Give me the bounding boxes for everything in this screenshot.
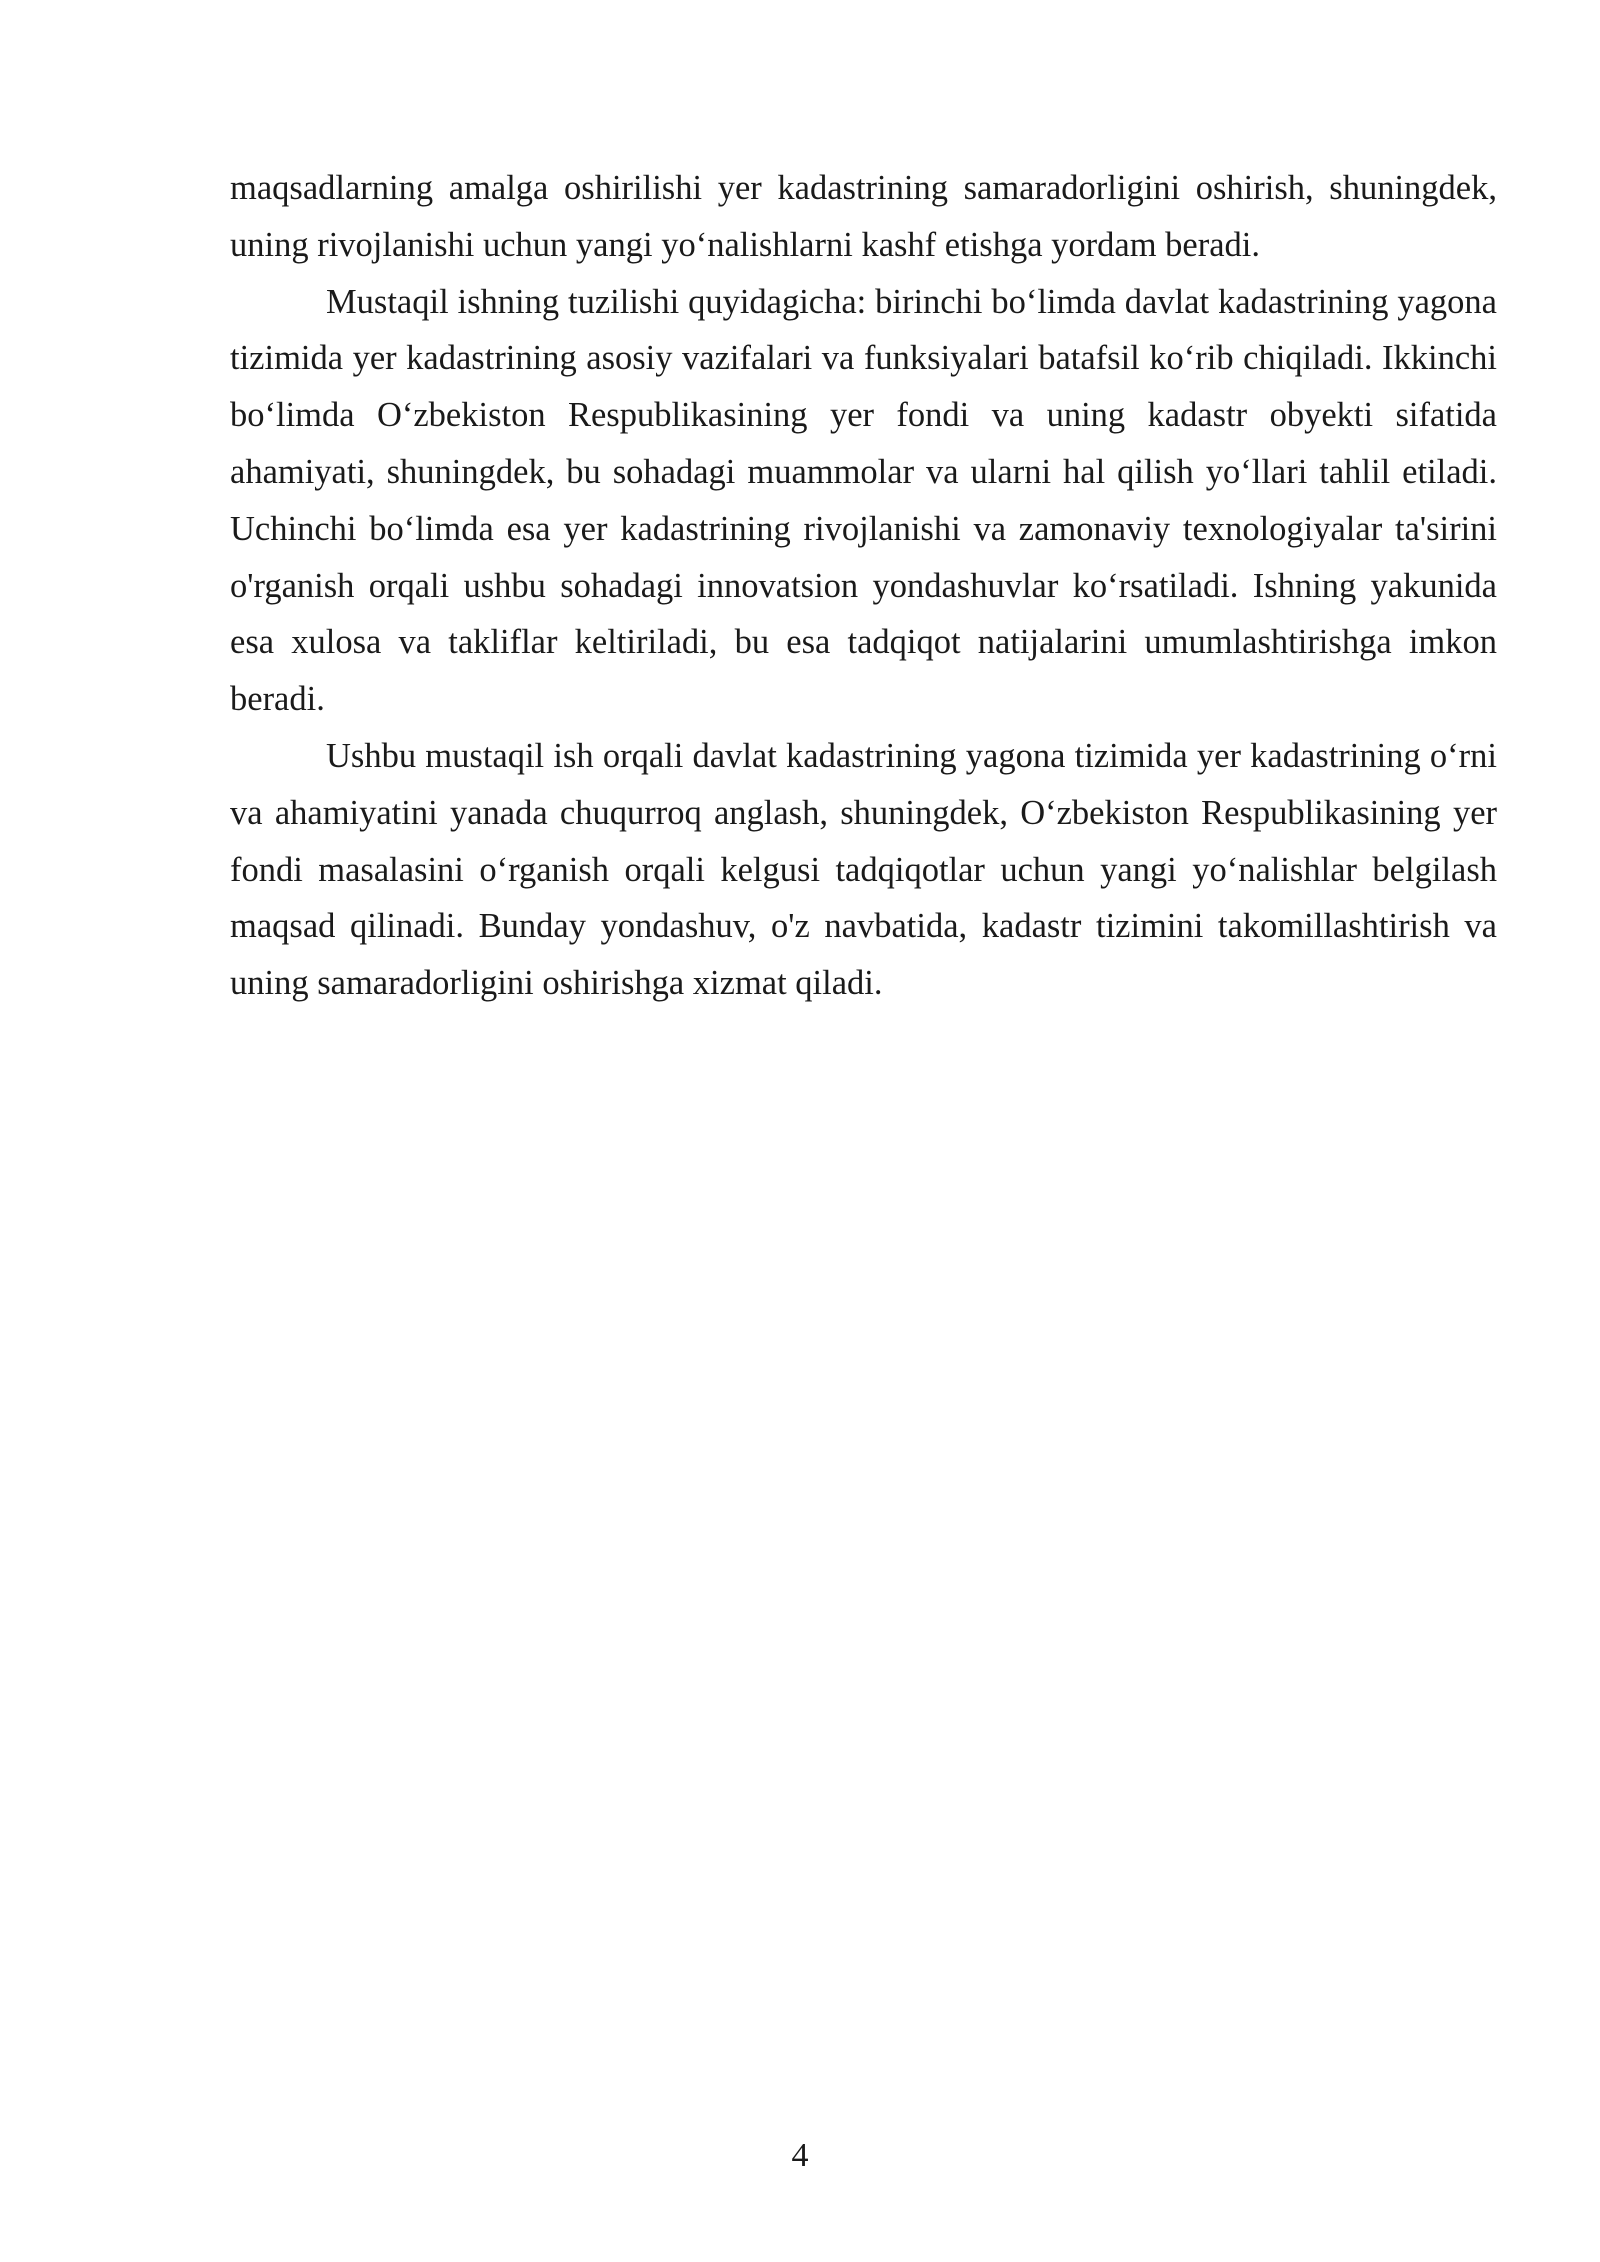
paragraph-structure: Mustaqil ishning tuzilishi quyidagicha: birinchi bo‘limda davlat kadastrining yagona tizimida yer kadastrining asosiy vazifalari va funksiyalari batafsil ko‘rib chiqiladi. Ikkinchi bo‘limda O‘zbekiston Respublikasining yer fondi va uning kadastr obyekti sifatida ahamiyati, shuningdek, bu sohadagi muammolar va ularni hal qilish yo‘llari tahlil etiladi. Uchinchi bo‘limda esa yer kadastrining rivojlanishi va zamonaviy texnologiyalar ta'sirini o'rganish orqali ushbu sohadagi innovatsion yondashuvlar ko‘rsatiladi. Ishning yakunida esa xulosa va takliflar keltiriladi, bu esa tadqiqot natijalarini umumlashtirishga imkon beradi. bbox=[230, 282, 1497, 719]
paragraph-purpose: Ushbu mustaqil ish orqali davlat kadastrining yagona tizimida yer kadastrining o‘rni va ahamiyatini yanada chuqurroq anglash, shuningdek, O‘zbekiston Respublikasining yer fondi masalasini o‘rganish orqali kelgusi tadqiqotlar uchun yangi yo‘nalishlar belgilash maqsad qilinadi. Bunday yondashuv, o'z navbatida, kadastr tizimini takomillashtirish va uning samaradorligini oshirishga xizmat qiladi. bbox=[230, 736, 1497, 1003]
page-number: 4 bbox=[791, 2137, 809, 2174]
body-text bbox=[230, 160, 1497, 1012]
paragraph-continuation: maqsadlarning amalga oshirilishi yer kadastrining samaradorligini oshirish, shuningdek, uning rivojlanishi uchun yangi yo‘nalishlarni kashf etishga yordam beradi. bbox=[230, 169, 1497, 264]
